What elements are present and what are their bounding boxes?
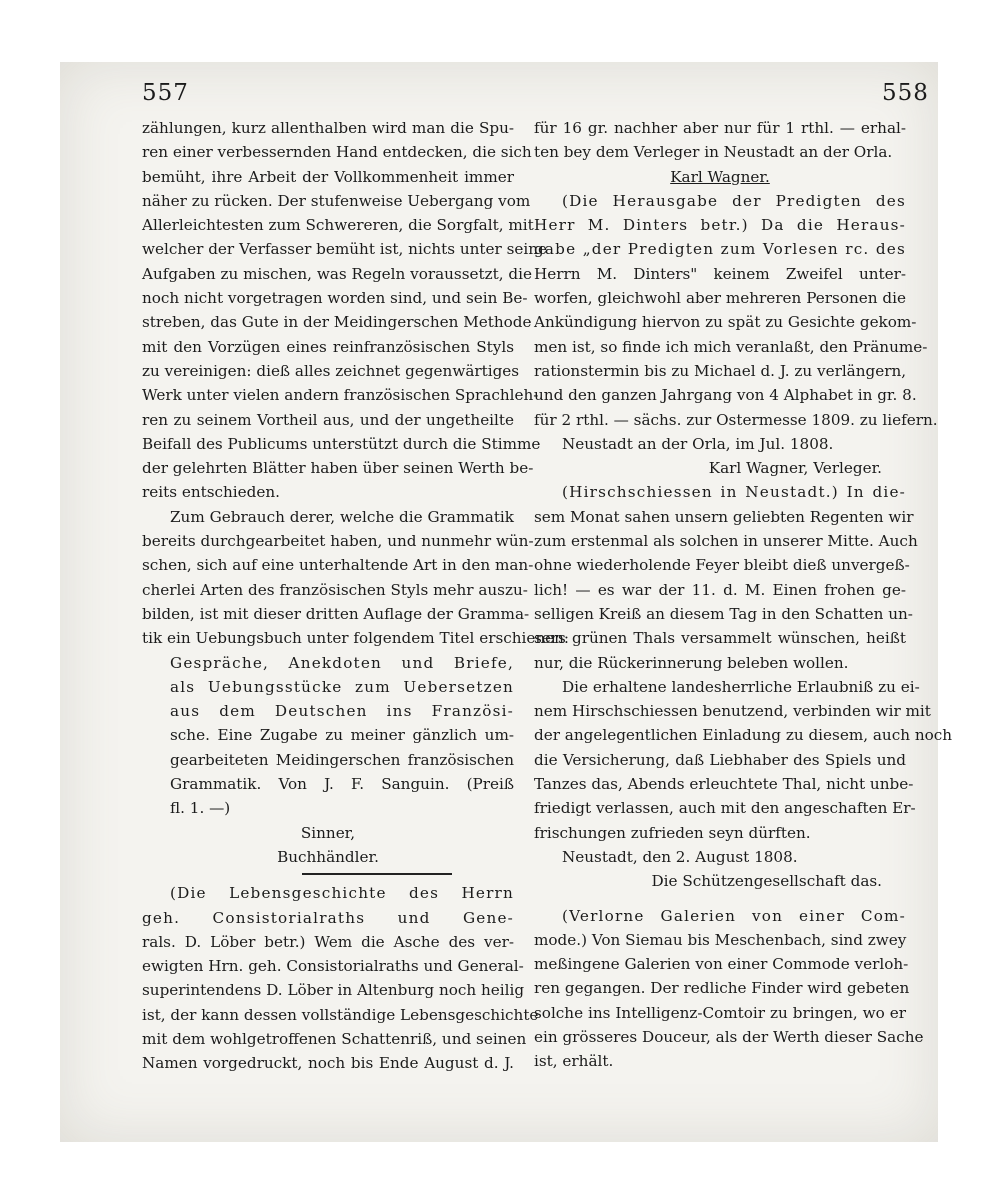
left-column	[142, 116, 570, 1076]
text-line: sem Monat sahen unsern geliebten Regenten wir	[534, 507, 914, 526]
signature-name: Die Schützengesellschaft das.	[651, 872, 882, 891]
text-line: Werk unter vielen andern französischen Sprachleh-	[142, 386, 539, 405]
text-line: fl. 1. —)	[170, 799, 231, 818]
text-line: men ist, so finde ich mich veranlaßt, den Pränume-	[534, 337, 928, 356]
section-divider	[302, 873, 452, 875]
text-line: die Versicherung, daß Liebhaber des Spiels und	[534, 750, 906, 769]
text-line: nur, die Rückerinnerung beleben wollen.	[534, 653, 849, 672]
text-line: Beifall des Publicums unterstützt durch die Stimme	[142, 434, 541, 453]
text-line: Aufgaben zu mischen, was Regeln voraussetzt, die	[142, 264, 532, 283]
text-line: worfen, gleichwohl aber mehreren Personen die	[534, 289, 906, 308]
text-line: cherlei Arten des französischen Styls mehr auszu-	[142, 580, 528, 599]
text-line: und den ganzen Jahrgang von 4 Alphabet in gr. 8.	[534, 386, 917, 405]
page-number-right: 558	[882, 80, 929, 106]
text-line: für 2 rthl. — sächs. zur Ostermesse 1809. zu liefern.	[534, 410, 938, 429]
text-line: näher zu rücken. Der stufenweise Uebergang vom	[142, 191, 531, 210]
dateline: Neustadt, den 2. August 1808.	[562, 847, 798, 866]
text-line: Allerleichtesten zum Schwereren, die Sorgfalt, mit	[142, 216, 534, 235]
text-line: Herrn M. Dinters" keinem Zweifel unter-	[534, 264, 906, 283]
text-line: frischungen zufrieden seyn dürften.	[534, 823, 811, 842]
text-line: rationstermin bis zu Michael d. J. zu verlängern,	[534, 361, 907, 380]
text-line: zählungen, kurz allenthalben wird man die Spu-	[142, 119, 514, 137]
article-heading: geh. Consistorialraths und Gene-	[142, 908, 514, 927]
text-line: ist, der kann dessen vollständige Lebensgeschichte	[142, 1005, 539, 1024]
text-line: solche ins Intelligenz-Comtoir zu bringen, wo er	[534, 1003, 906, 1022]
text-line: Die erhaltene landesherrliche Erlaubniß zu ei-	[562, 677, 920, 696]
text-line: Herr M. Dinters betr.) Da die Heraus-	[534, 216, 906, 235]
page-number-left: 557	[142, 80, 189, 106]
text-line: noch nicht vorgetragen worden sind, und sein Be-	[142, 289, 528, 308]
text-line: selligen Kreiß an diesem Tag in den Schatten un-	[534, 604, 913, 623]
text-line: ren zu seinem Vortheil aus, und der ungetheilte	[142, 410, 514, 429]
text-line: superintendens D. Löber in Altenburg noch heilig	[142, 981, 525, 1000]
text-line: ist, erhält.	[534, 1052, 614, 1071]
text-line: reits entschieden.	[142, 483, 280, 502]
article-heading: (Die Herausgabe der Predigten des	[562, 191, 906, 210]
text-line: sche. Eine Zugabe zu meiner gänzlich um-	[170, 726, 514, 745]
signature-name: Karl Wagner.	[670, 167, 770, 186]
book-title-line: aus dem Deutschen ins Französi-	[170, 702, 514, 721]
text-line: gearbeiteten Meidingerschen französischen	[170, 750, 514, 769]
text-line: ren gegangen. Der redliche Finder wird gebeten	[534, 979, 910, 998]
book-title-line: Gespräche, Anekdoten und Briefe,	[170, 653, 514, 672]
text-line: bilden, ist mit dieser dritten Auflage der Gramma-	[142, 604, 530, 623]
text-line: rals. D. Löber betr.) Wem die Asche des ver-	[142, 932, 514, 951]
text-line: gabe „der Predigten zum Vorlesen rc. des	[534, 240, 906, 259]
text-line: der gelehrten Blätter haben über seinen Werth be-	[142, 459, 534, 478]
signature-title: Buchhändler.	[277, 847, 379, 866]
text-line: für 16 gr. nachher aber nur für 1 rthl. — erhal-	[534, 119, 906, 137]
text-line: sers grünen Thals versammelt wünschen, heißt	[534, 629, 906, 648]
text-line: ohne wiederholende Feyer bleibt dieß unvergeß-	[534, 556, 910, 575]
text-line: mode.) Von Siemau bis Meschenbach, sind zwey	[534, 930, 907, 949]
scanned-page	[60, 62, 953, 1142]
text-line: ewigten Hrn. geh. Consistorialraths und General-	[142, 957, 524, 976]
text-line: schen, sich auf eine unterhaltende Art in den man-	[142, 556, 534, 575]
article-heading: (Hirschschiessen in Neustadt.) In die-	[562, 483, 906, 502]
text-line: ein grösseres Douceur, als der Werth dieser Sache	[534, 1027, 924, 1046]
text-line: mit dem wohlgetroffenen Schattenriß, und seinen	[142, 1029, 527, 1048]
text-line: bereits durchgearbeitet haben, und nunmehr wün-	[142, 532, 534, 551]
text-line: ren einer verbessernden Hand entdecken, die sich	[142, 143, 532, 162]
text-line: bemüht, ihre Arbeit der Vollkommenheit immer	[142, 167, 514, 186]
text-line: nem Hirschschiessen benutzend, verbinden wir mit	[534, 702, 931, 721]
text-line: mit den Vorzügen eines reinfranzösischen Styls	[142, 337, 514, 356]
article-heading: (Die Lebensgeschichte des Herrn	[170, 884, 514, 903]
dateline: Neustadt an der Orla, im Jul. 1808.	[562, 434, 834, 453]
text-line: Grammatik. Von J. F. Sanguin. (Preiß	[170, 775, 514, 794]
text-line: Namen vorgedruckt, noch bis Ende August d. J.	[142, 1054, 514, 1073]
text-line: tik ein Uebungsbuch unter folgendem Titel erschienen:	[142, 629, 570, 648]
text-line: friedigt verlassen, auch mit den angeschaften Er-	[534, 799, 916, 818]
text-line: lich! — es war der 11. d. M. Einen frohen ge-	[534, 580, 906, 599]
right-column	[534, 116, 953, 1074]
article-heading: (Verlorne Galerien von einer Com-	[562, 906, 906, 925]
text-line: ten bey dem Verleger in Neustadt an der Orla.	[534, 143, 893, 162]
text-line: meßingene Galerien von einer Commode verloh-	[534, 955, 909, 974]
text-line: streben, das Gute in der Meidingerschen Methode	[142, 313, 532, 332]
text-line: zu vereinigen: dieß alles zeichnet gegenwärtiges	[142, 361, 520, 380]
signature-name: Karl Wagner, Verleger.	[708, 459, 882, 478]
book-title-line: als Uebungsstücke zum Uebersetzen	[170, 677, 514, 696]
text-line: Ankündigung hiervon zu spät zu Gesichte gekom-	[534, 313, 917, 332]
text-line: welcher der Verfasser bemüht ist, nichts unter seine	[142, 240, 547, 259]
text-line: zum erstenmal als solchen in unserer Mitte. Auch	[534, 532, 918, 551]
signature-name: Sinner,	[300, 823, 356, 842]
text-line: Tanzes das, Abends erleuchtete Thal, nicht unbe-	[534, 775, 914, 794]
text-line: der angelegentlichen Einladung zu diesem, auch noch	[534, 726, 953, 745]
text-line: Zum Gebrauch derer, welche die Grammatik	[170, 507, 514, 526]
spacer	[534, 894, 906, 904]
